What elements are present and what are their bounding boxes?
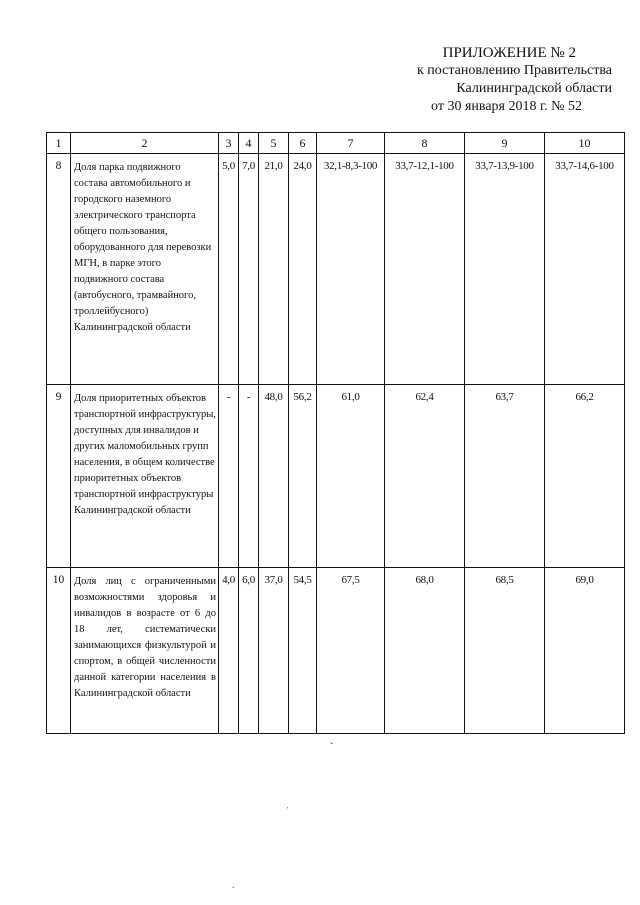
column-header: 4 <box>239 133 259 154</box>
decree-date: от 30 января 2018 г. № 52 <box>431 99 582 114</box>
scan-speck: ˈ <box>286 806 290 817</box>
value-cell: 6,0 <box>239 568 259 734</box>
indicator-name: Доля приоритетных объектов транспортной инфраструктуры, доступных для инвалидов и других маломобильных групп населения, в общем количестве приоритетных объектов транспортной инфраструктуры Калининградской области <box>71 385 219 568</box>
column-header: 7 <box>317 133 385 154</box>
value-cell: 33,7-14,6-100 <box>545 154 625 385</box>
column-header: 8 <box>385 133 465 154</box>
value-cell: 63,7 <box>465 385 545 568</box>
column-header: 10 <box>545 133 625 154</box>
row-number: 8 <box>47 154 71 385</box>
value-cell: 24,0 <box>289 154 317 385</box>
value-cell: 68,0 <box>385 568 465 734</box>
indicator-name: Доля лиц с ограниченными возможностями здоровья и инвалидов в возрасте от 6 до 18 лет, систематически занимающихся физкультурой и спортом, в общей численности данной категории населения в Калининградской области <box>71 568 219 734</box>
column-header-row <box>47 133 625 154</box>
value-cell: 67,5 <box>317 568 385 734</box>
value-cell: 54,5 <box>289 568 317 734</box>
value-cell: 37,0 <box>259 568 289 734</box>
scan-speck: . <box>232 880 235 891</box>
value-cell: 33,7-12,1-100 <box>385 154 465 385</box>
row-number: 9 <box>47 385 71 568</box>
value-cell: 62,4 <box>385 385 465 568</box>
value-cell: 4,0 <box>219 568 239 734</box>
indicator-name: Доля парка подвижного состава автомобильного и городского наземного электрического транспорта общего пользования, оборудованного для перевозки МГН, в парке этого подвижного состава (автобусного, трамвайного, троллейбусного) Калининградской области <box>71 154 219 385</box>
value-cell: 7,0 <box>239 154 259 385</box>
value-cell: 33,7-13,9-100 <box>465 154 545 385</box>
column-header: 2 <box>71 133 219 154</box>
value-cell: 56,2 <box>289 385 317 568</box>
row-number: 10 <box>47 568 71 734</box>
value-cell: 69,0 <box>545 568 625 734</box>
value-cell: 66,2 <box>545 385 625 568</box>
value-cell: 21,0 <box>259 154 289 385</box>
value-cell: - <box>239 385 259 568</box>
table-row <box>47 154 625 385</box>
value-cell: 5,0 <box>219 154 239 385</box>
column-header: 1 <box>47 133 71 154</box>
column-header: 3 <box>219 133 239 154</box>
column-header: 5 <box>259 133 289 154</box>
scan-speck: ˇ <box>330 742 334 753</box>
appendix-title: ПРИЛОЖЕНИЕ № 2 <box>442 45 576 61</box>
value-cell: - <box>219 385 239 568</box>
value-cell: 48,0 <box>259 385 289 568</box>
column-header: 9 <box>465 133 545 154</box>
value-cell: 61,0 <box>317 385 385 568</box>
column-header: 6 <box>289 133 317 154</box>
region-name: Калининградской области <box>456 81 612 96</box>
document-header <box>417 44 612 116</box>
decree-reference: к постановлению Правительства <box>416 63 612 78</box>
value-cell: 68,5 <box>465 568 545 734</box>
indicators-table <box>46 132 625 734</box>
table-row <box>47 385 625 568</box>
value-cell: 32,1-8,3-100 <box>317 154 385 385</box>
table-row <box>47 568 625 734</box>
